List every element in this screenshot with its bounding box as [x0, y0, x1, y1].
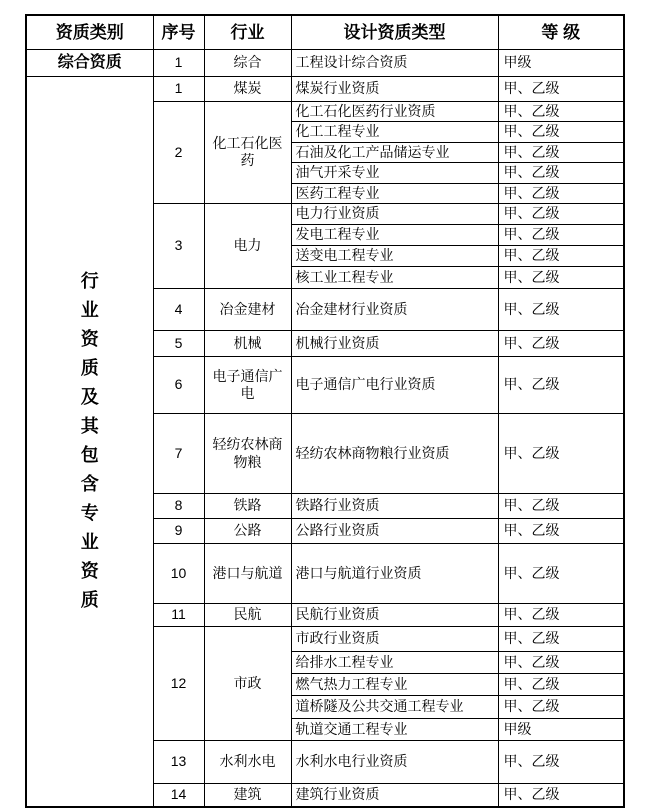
grade-cell: 甲、乙级 — [498, 122, 624, 143]
industry-cell: 机械 — [204, 331, 291, 357]
industry-cell: 冶金建材 — [204, 289, 291, 331]
grade-cell: 甲、乙级 — [498, 674, 624, 696]
grade-cell: 甲、乙级 — [498, 494, 624, 519]
header-qualification-type: 设计资质类型 — [291, 15, 498, 49]
grade-cell: 甲、乙级 — [498, 267, 624, 289]
qualification-type-cell: 燃气热力工程专业 — [291, 674, 498, 696]
grade-cell: 甲、乙级 — [498, 331, 624, 357]
row-no-cell: 1 — [153, 49, 204, 76]
qualification-type-cell: 民航行业资质 — [291, 604, 498, 627]
row-no-cell: 5 — [153, 331, 204, 357]
industry-cell: 化工石化医药 — [204, 101, 291, 204]
qualification-type-cell: 道桥隧及公共交通工程专业 — [291, 696, 498, 719]
grade-cell: 甲级 — [498, 719, 624, 741]
grade-cell: 甲、乙级 — [498, 741, 624, 784]
industry-cell: 民航 — [204, 604, 291, 627]
grade-cell: 甲、乙级 — [498, 604, 624, 627]
qualification-type-cell: 铁路行业资质 — [291, 494, 498, 519]
qualification-type-cell: 轨道交通工程专业 — [291, 719, 498, 741]
qualification-type-cell: 建筑行业资质 — [291, 784, 498, 807]
qualification-type-cell: 医药工程专业 — [291, 183, 498, 204]
qualification-type-cell: 油气开采专业 — [291, 163, 498, 184]
comprehensive-row — [26, 49, 624, 76]
row-no-cell: 9 — [153, 519, 204, 544]
grade-cell: 甲、乙级 — [498, 696, 624, 719]
grade-cell: 甲、乙级 — [498, 142, 624, 163]
row-no-cell: 2 — [153, 101, 204, 204]
row-no-cell: 12 — [153, 627, 204, 741]
industry-cell: 电力 — [204, 204, 291, 289]
row-no-cell: 14 — [153, 784, 204, 807]
header-industry: 行业 — [204, 15, 291, 49]
industry-cell: 公路 — [204, 519, 291, 544]
qualification-type-cell: 公路行业资质 — [291, 519, 498, 544]
grade-cell: 甲、乙级 — [498, 544, 624, 604]
grade-cell: 甲、乙级 — [498, 519, 624, 544]
row-no-cell: 1 — [153, 76, 204, 101]
qualification-type-cell: 发电工程专业 — [291, 225, 498, 246]
category-comprehensive-cell: 综合资质 — [26, 49, 153, 76]
industry-cell: 铁路 — [204, 494, 291, 519]
category-industry-cell — [26, 76, 153, 807]
grade-cell: 甲、乙级 — [498, 76, 624, 101]
grade-cell: 甲、乙级 — [498, 225, 624, 246]
industry-cell: 综合 — [204, 49, 291, 76]
qualification-type-cell: 核工业工程专业 — [291, 267, 498, 289]
grade-cell: 甲、乙级 — [498, 204, 624, 225]
qualification-type-cell: 煤炭行业资质 — [291, 76, 498, 101]
qualification-type-cell: 机械行业资质 — [291, 331, 498, 357]
header-category: 资质类别 — [26, 15, 153, 49]
row-no-cell: 4 — [153, 289, 204, 331]
industry-cell: 港口与航道 — [204, 544, 291, 604]
qualification-type-cell: 化工石化医药行业资质 — [291, 101, 498, 122]
grade-cell: 甲、乙级 — [498, 101, 624, 122]
grade-cell: 甲、乙级 — [498, 784, 624, 807]
grade-cell: 甲、乙级 — [498, 163, 624, 184]
row-no-cell: 3 — [153, 204, 204, 289]
industry-cell: 轻纺农林商物粮 — [204, 414, 291, 494]
qualification-type-cell: 冶金建材行业资质 — [291, 289, 498, 331]
grade-cell: 甲、乙级 — [498, 652, 624, 674]
industry-cell: 煤炭 — [204, 76, 291, 101]
qualification-type-cell: 水利水电行业资质 — [291, 741, 498, 784]
header-row — [26, 15, 624, 49]
qualification-type-cell: 电子通信广电行业资质 — [291, 357, 498, 414]
industry-cell: 电子通信广电 — [204, 357, 291, 414]
row-no-cell: 7 — [153, 414, 204, 494]
qualification-type-cell: 工程设计综合资质 — [291, 49, 498, 76]
qualification-type-cell: 轻纺农林商物粮行业资质 — [291, 414, 498, 494]
grade-cell: 甲、乙级 — [498, 357, 624, 414]
industry-cell: 水利水电 — [204, 741, 291, 784]
row-no-cell: 6 — [153, 357, 204, 414]
grade-cell: 甲、乙级 — [498, 183, 624, 204]
qualification-table — [25, 14, 625, 808]
qualification-type-cell: 给排水工程专业 — [291, 652, 498, 674]
row-no-cell: 13 — [153, 741, 204, 784]
grade-cell: 甲、乙级 — [498, 246, 624, 267]
industry-cell: 建筑 — [204, 784, 291, 807]
row-no-cell: 11 — [153, 604, 204, 627]
grade-cell: 甲、乙级 — [498, 289, 624, 331]
qualification-type-cell: 电力行业资质 — [291, 204, 498, 225]
qualification-type-cell: 石油及化工产品储运专业 — [291, 142, 498, 163]
qualification-type-cell: 港口与航道行业资质 — [291, 544, 498, 604]
industry-category-vertical-label: 行业资质及其包含专业资质 — [80, 271, 99, 610]
header-grade: 等 级 — [498, 15, 624, 49]
industry-cell: 市政 — [204, 627, 291, 741]
grade-cell: 甲、乙级 — [498, 627, 624, 652]
qualification-type-cell: 送变电工程专业 — [291, 246, 498, 267]
grade-cell: 甲、乙级 — [498, 414, 624, 494]
qualification-type-cell: 化工工程专业 — [291, 122, 498, 143]
row-no-cell: 10 — [153, 544, 204, 604]
grade-cell: 甲级 — [498, 49, 624, 76]
qualification-type-cell: 市政行业资质 — [291, 627, 498, 652]
table-row — [26, 76, 624, 101]
header-number: 序号 — [153, 15, 204, 49]
row-no-cell: 8 — [153, 494, 204, 519]
